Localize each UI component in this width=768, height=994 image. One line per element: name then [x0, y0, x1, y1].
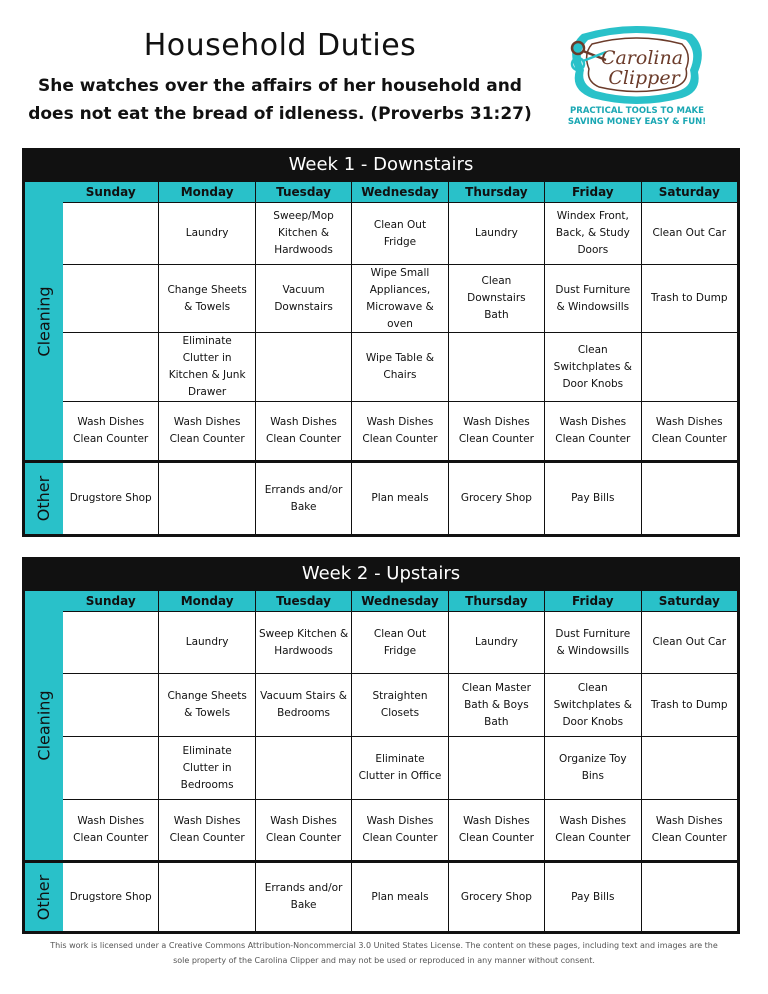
chore-cell	[449, 203, 545, 264]
cleaning-row	[63, 203, 737, 265]
chore-cell	[449, 265, 545, 332]
cleaning-row	[63, 333, 737, 402]
cleaning-label-text: Cleaning	[34, 690, 54, 761]
other-row	[63, 463, 737, 534]
cleaning-row	[63, 800, 737, 863]
chore-text: Errands and/or Bake	[264, 882, 343, 911]
week-title: Week 1 - Downstairs	[22, 148, 740, 182]
cleaning-row	[63, 674, 737, 737]
chore-text: Vacuum Downstairs	[274, 283, 333, 313]
chore-text: Trash to Dump	[650, 698, 728, 711]
chore-cell	[159, 463, 255, 534]
other-section-label	[25, 463, 63, 534]
chore-cell	[352, 737, 448, 799]
chore-text: Laundry	[185, 636, 229, 648]
chore-text: Wash Dishes Clean Counter	[73, 416, 149, 445]
day-header: Friday	[545, 591, 641, 611]
other-label-text: Other	[34, 874, 54, 920]
chore-cell	[63, 463, 159, 534]
chore-text: Laundry	[475, 636, 518, 648]
chore-text: Change Sheets & Towels	[167, 690, 247, 719]
chore-cell	[256, 800, 352, 860]
chore-cell	[159, 203, 255, 264]
chore-text: Clean Out Car	[652, 227, 727, 239]
chore-text: Eliminate Clutter in Office	[358, 753, 442, 782]
day-header: Sunday	[63, 182, 159, 202]
day-header: Thursday	[449, 591, 545, 611]
chore-cell	[449, 863, 545, 931]
chore-text: Pay Bills	[571, 890, 615, 903]
cleaning-row	[63, 737, 737, 800]
day-header: Tuesday	[256, 182, 352, 202]
chore-cell	[642, 333, 737, 401]
chore-grid	[63, 612, 737, 931]
logo-name-line1: Carolina	[600, 47, 684, 69]
chore-cell	[159, 737, 255, 799]
day-header: Saturday	[658, 185, 720, 199]
chore-cell	[256, 333, 352, 401]
chore-cell	[159, 674, 255, 736]
chore-cell	[642, 674, 737, 736]
chore-cell	[63, 800, 159, 860]
chore-cell	[256, 203, 352, 264]
chore-text: Wash Dishes Clean Counter	[169, 416, 245, 445]
chore-cell	[642, 800, 737, 860]
chore-cell	[449, 463, 545, 534]
day-header: Monday	[159, 182, 255, 202]
chore-cell	[256, 737, 352, 799]
chore-cell	[256, 463, 352, 534]
chore-cell	[63, 737, 159, 799]
chore-cell	[159, 863, 255, 931]
chore-cell	[352, 674, 448, 736]
chore-cell	[449, 402, 545, 460]
day-header-row	[63, 182, 737, 203]
day-header: Wednesday	[352, 591, 448, 611]
chore-text: Wash Dishes Clean Counter	[555, 416, 631, 445]
chore-text: Wash Dishes Clean Counter	[73, 815, 149, 844]
chore-cell	[642, 265, 737, 332]
chore-text: Straighten Closets	[372, 690, 428, 719]
chore-cell	[256, 402, 352, 460]
chore-cell	[545, 800, 641, 860]
chore-cell	[256, 612, 352, 673]
chore-cell	[545, 612, 641, 673]
logo-tagline-line2: SAVING MONEY EASY & FUN!	[567, 117, 707, 127]
chore-cell	[256, 674, 352, 736]
chore-text: Plan meals	[371, 890, 429, 903]
chore-cell	[159, 402, 255, 460]
chore-cell	[352, 402, 448, 460]
chore-cell	[352, 612, 448, 673]
chore-text: Dust Furniture & Windowsills	[555, 627, 631, 657]
chore-cell	[642, 737, 737, 799]
chore-cell	[545, 203, 641, 264]
chore-text: Clean Out Car	[652, 636, 727, 648]
chore-cell	[159, 800, 255, 860]
chore-text: Wash Dishes Clean Counter	[651, 815, 727, 844]
chore-text: Wash Dishes Clean Counter	[362, 815, 438, 844]
chore-cell	[352, 863, 448, 931]
week-table	[22, 591, 740, 934]
chore-cell	[159, 265, 255, 332]
day-header: Monday	[159, 591, 255, 611]
other-row	[63, 863, 737, 931]
other-label-text: Other	[34, 475, 54, 522]
logo-badge	[562, 20, 712, 106]
chore-cell	[449, 674, 545, 736]
chore-cell	[545, 265, 641, 332]
logo-tagline-line1: PRACTICAL TOOLS TO MAKE	[570, 106, 704, 116]
chore-cell	[63, 612, 159, 673]
logo-tagline	[562, 106, 712, 128]
chore-text: Wash Dishes Clean Counter	[266, 815, 342, 844]
chore-cell	[352, 463, 448, 534]
chore-cell	[159, 612, 255, 673]
chore-cell	[642, 203, 737, 264]
chore-text: Windex Front, Back, & Study Doors	[555, 210, 630, 256]
chore-text: Vacuum Stairs & Bedrooms	[260, 690, 347, 719]
chore-text: Wash Dishes Clean Counter	[169, 815, 245, 844]
chore-cell	[449, 612, 545, 673]
chore-text: Clean Switchplates & Door Knobs	[553, 681, 632, 728]
chore-text: Wash Dishes Clean Counter	[266, 416, 342, 445]
chore-grid	[63, 203, 737, 534]
chore-cell	[63, 265, 159, 332]
day-header: Tuesday	[256, 591, 352, 611]
chore-text: Clean Master Bath & Boys Bath	[461, 681, 531, 728]
day-header-row	[63, 591, 737, 612]
logo-name-line2: Clipper	[608, 67, 680, 89]
chore-cell	[449, 333, 545, 401]
chore-text: Clean Out Fridge	[373, 627, 427, 657]
week-title: Week 2 - Upstairs	[22, 557, 740, 591]
chore-cell	[63, 674, 159, 736]
page-subtitle: She watches over the affairs of her household and does not eat the bread of idleness. (Proverbs 31:27)	[28, 76, 532, 124]
chore-text: Sweep Kitchen & Hardwoods	[258, 627, 349, 657]
chore-cell	[352, 333, 448, 401]
cleaning-section-label	[25, 591, 63, 863]
chore-text: Wash Dishes Clean Counter	[651, 416, 727, 445]
day-header: Saturday	[658, 594, 720, 608]
chore-text: Change Sheets & Towels	[167, 283, 247, 313]
chore-text: Wash Dishes Clean Counter	[555, 815, 631, 844]
chore-text: Organize Toy Bins	[558, 753, 627, 782]
chore-cell	[63, 402, 159, 460]
week-1-schedule	[22, 148, 740, 537]
chore-cell	[642, 463, 737, 534]
chore-cell	[256, 863, 352, 931]
day-header: Sunday	[63, 591, 159, 611]
chore-text: Sweep/Mop Kitchen & Hardwoods	[273, 210, 334, 256]
chore-text: Eliminate Clutter in Kitchen & Junk Drawer	[168, 335, 246, 398]
chore-text: Dust Furniture & Windowsills	[555, 283, 631, 313]
chore-text: Plan meals	[371, 492, 429, 504]
chore-text: Errands and/or Bake	[264, 483, 343, 513]
other-section-label	[25, 863, 63, 931]
day-header: Wednesday	[352, 182, 448, 202]
week-2-schedule	[22, 557, 740, 934]
chore-text: Clean Switchplates & Door Knobs	[553, 343, 632, 390]
chore-text: Clean Out Fridge	[373, 218, 427, 248]
chore-cell	[545, 737, 641, 799]
week-table	[22, 182, 740, 537]
chore-text: Trash to Dump	[650, 292, 728, 304]
chore-cell	[352, 800, 448, 860]
chore-cell	[63, 203, 159, 264]
chore-cell	[642, 612, 737, 673]
chore-cell	[642, 863, 737, 931]
chore-cell	[545, 402, 641, 460]
chore-cell	[63, 333, 159, 401]
chore-text: Wash Dishes Clean Counter	[458, 416, 534, 445]
license-line-1: This work is licensed under a Creative Commons Attribution-Noncommercial 3.0 United States License. The content on these pages, including text and images are the	[50, 941, 718, 950]
carolina-clipper-logo	[562, 20, 712, 130]
chore-cell	[63, 863, 159, 931]
license-footer	[24, 938, 744, 968]
day-header: Friday	[545, 182, 641, 202]
chore-text: Clean Downstairs Bath	[467, 275, 526, 321]
chore-cell	[449, 737, 545, 799]
chore-cell	[545, 333, 641, 401]
chore-cell	[545, 863, 641, 931]
chore-cell	[545, 463, 641, 534]
cleaning-section-label	[25, 182, 63, 463]
chore-text: Laundry	[185, 227, 229, 239]
chore-cell	[449, 800, 545, 860]
chore-cell	[352, 203, 448, 264]
cleaning-label-text: Cleaning	[34, 285, 54, 357]
day-header: Thursday	[449, 182, 545, 202]
chore-cell	[642, 402, 737, 460]
cleaning-row	[63, 402, 737, 463]
chore-text: Drugstore Shop	[69, 492, 152, 504]
chore-text: Wash Dishes Clean Counter	[458, 815, 534, 844]
chore-text: Drugstore Shop	[69, 890, 152, 903]
chore-cell	[159, 333, 255, 401]
chore-text: Grocery Shop	[460, 890, 532, 903]
chore-text: Eliminate Clutter in Bedrooms	[180, 744, 234, 791]
chore-text: Wipe Table & Chairs	[365, 352, 435, 381]
license-line-2: sole property of the Carolina Clipper and may not be used or reproduced in any manner without consent.	[173, 956, 595, 965]
chore-cell	[256, 265, 352, 332]
cleaning-row	[63, 265, 737, 333]
chore-text: Laundry	[475, 227, 518, 239]
page-title: Household Duties	[143, 28, 417, 63]
chore-text: Wash Dishes Clean Counter	[362, 416, 438, 445]
chore-text: Grocery Shop	[460, 492, 532, 504]
cleaning-row	[63, 612, 737, 674]
chore-cell	[545, 674, 641, 736]
chore-text: Wipe Small Appliances, Microwave & oven	[366, 266, 434, 330]
chore-text: Pay Bills	[571, 492, 615, 504]
chore-cell	[352, 265, 448, 332]
